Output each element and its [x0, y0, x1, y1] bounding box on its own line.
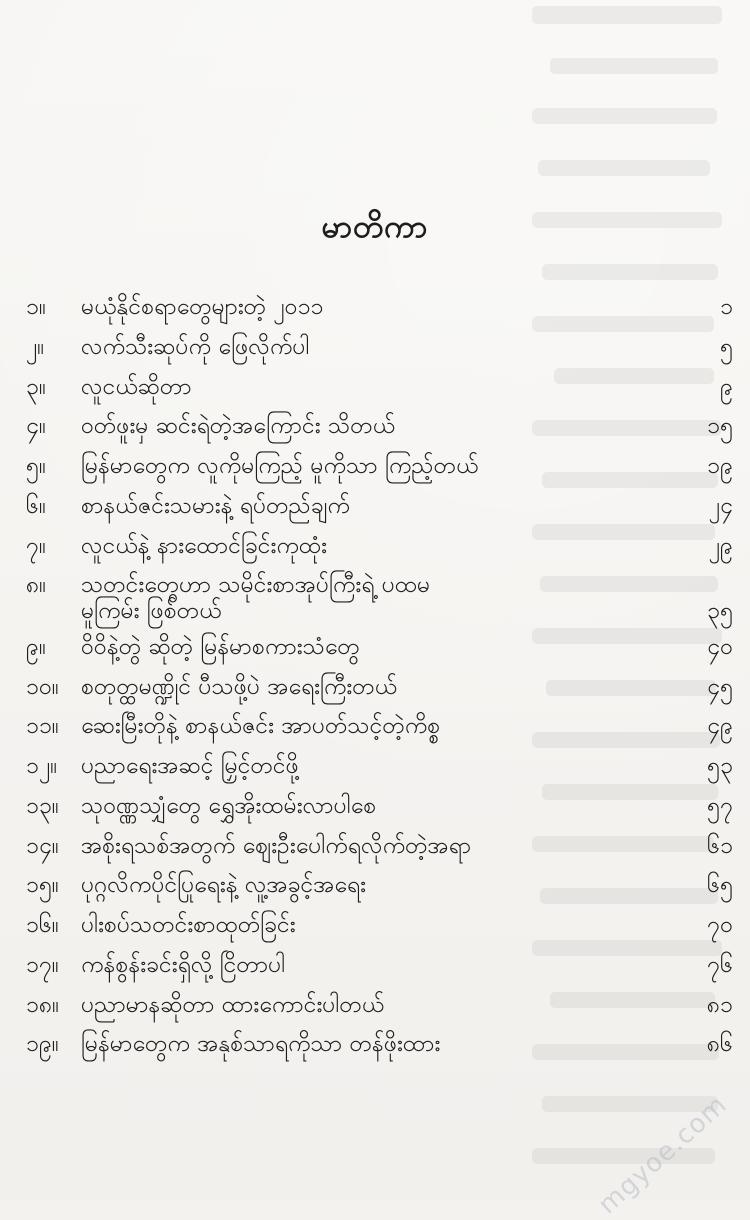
entry-title: လက်သီးဆုပ်ကို ဖြေလိုက်ပါ: [81, 333, 310, 360]
page-number: ၄၀: [707, 633, 733, 660]
table-of-contents: [26, 295, 733, 1072]
page-number: ၇၀: [707, 912, 733, 938]
page-number: ၁၉: [707, 453, 733, 479]
toc-entry[interactable]: [26, 993, 733, 1019]
entry-number: ၁၃။: [26, 792, 59, 819]
entry-number: ၁၁။: [26, 713, 59, 740]
toc-entry[interactable]: [26, 1032, 733, 1058]
toc-entry[interactable]: [26, 953, 733, 979]
page-number: ၅: [720, 333, 733, 360]
site-watermark: mgyoe.com: [592, 1089, 734, 1220]
toc-entry[interactable]: [26, 714, 733, 740]
entry-title: လူငယ်ဆိုတာ: [81, 373, 192, 400]
toc-entry[interactable]: [26, 494, 733, 520]
toc-entry[interactable]: [26, 573, 733, 625]
entry-number: ၉။: [26, 633, 46, 660]
page-title: မာတိကာ: [321, 209, 429, 245]
entry-number: ၁၂။: [26, 753, 58, 779]
page-number: ၃၅: [707, 598, 733, 624]
entry-title: မယုံနိုင်စရာတွေများတဲ့ ၂၀၁၁: [81, 294, 324, 320]
entry-number: ၁၉။: [26, 1031, 59, 1058]
toc-entry[interactable]: [26, 675, 733, 701]
toc-entry[interactable]: [26, 534, 733, 560]
toc-entry[interactable]: [26, 375, 733, 401]
entry-title: ကန်စွန်းခင်းရှိလို့ ငြိတာပါ: [81, 951, 286, 978]
entry-number: ၆။: [26, 492, 46, 519]
entry-number: ၁။: [26, 294, 46, 320]
page-number: ၅၇: [707, 792, 733, 819]
entry-title: သတင်းတွေဟာ သမိုင်းစာအုပ်ကြီးရဲ့ ပထမ မူကြမ်း ဖြစ်တယ်: [81, 572, 431, 624]
entry-number: ၄။: [26, 413, 46, 440]
entry-title: စာနယ်ဇင်းသမားနဲ့ ရပ်တည်ချက်: [81, 492, 350, 519]
page-number: ၈၁: [706, 991, 733, 1018]
toc-entry[interactable]: [26, 794, 733, 820]
toc-entry[interactable]: [26, 834, 733, 860]
page-number: ၈၆: [706, 1031, 733, 1058]
entry-number: ၁၆။: [26, 912, 59, 938]
page-number: ၆၁: [707, 832, 733, 859]
entry-number: ၁၄။: [26, 832, 59, 859]
page-number: ၉: [720, 373, 733, 400]
entry-title: ပါးစပ်သတင်းစာထုတ်ခြင်း: [81, 912, 296, 938]
entry-title: လူငယ်နဲ့ နားထောင်ခြင်းကုထုံး: [81, 532, 327, 559]
entry-title: ပညာရေးအဆင့် မြှင့်တင်ဖို့: [81, 753, 299, 779]
entry-number: ၈။: [26, 572, 47, 599]
entry-number: ၃။: [26, 373, 46, 400]
page-number: ၁၅: [707, 413, 733, 440]
page-number: ၂၄: [708, 492, 733, 519]
entry-number: ၁၈။: [26, 991, 60, 1018]
entry-number: ၁၀။: [26, 673, 59, 700]
toc-entry[interactable]: [26, 295, 733, 321]
entry-title: ပညာမာနဆိုတာ ထားကောင်းပါတယ်: [81, 991, 385, 1018]
toc-entry[interactable]: [26, 913, 733, 939]
entry-title: မြန်မာတွေက အနုစ်သာရကိုသာ တန်ဖိုးထား: [81, 1031, 441, 1058]
page-number: ၆၅: [707, 872, 733, 899]
page-number: ၅၃: [707, 753, 733, 779]
entry-title: မြန်မာတွေက လူကိုမကြည့် မူကိုသာ ကြည့်တယ်: [81, 453, 479, 479]
toc-entry[interactable]: [26, 335, 733, 361]
entry-number: ၅။: [26, 453, 46, 479]
entry-number: ၁၇။: [26, 951, 59, 978]
entry-number: ၇။: [26, 532, 46, 559]
toc-entry[interactable]: [26, 873, 733, 899]
toc-entry[interactable]: [26, 754, 733, 780]
entry-title: စတုတ္ထမဏ္ဍိုင် ပီသဖို့ပဲ အရေးကြီးတယ်: [81, 673, 397, 700]
entry-title: သုဝဏ္ဏသျှံတွေ ရွှေအိုးထမ်းလာပါစေ: [81, 792, 377, 819]
entry-title: ပုဂ္ဂလိကပိုင်ပြုရေးနဲ့ လူ့အခွင့်အရေး: [81, 872, 366, 899]
entry-title: ဝိဝိနဲ့တွဲ ဆိုတဲ့ မြန်မာစကားသံတွေ: [81, 633, 360, 660]
entry-number: ၁၅။: [26, 872, 59, 899]
page-number: ၇၆: [707, 951, 733, 978]
entry-title: အစိုးရသစ်အတွက် ဈေးဦးပေါက်ရလိုက်တဲ့အရာ: [81, 832, 472, 859]
toc-entry[interactable]: [26, 454, 733, 480]
page-number: ၄၅: [707, 673, 733, 700]
page-number: ၂၉: [708, 532, 733, 559]
entry-title: ဝတ်ဖူးမှ ဆင်းရဲတဲ့အကြောင်း သိတယ်: [81, 413, 395, 440]
entry-number: ၂။: [26, 333, 45, 360]
entry-title: ဆေးမြီးတိုနဲ့ စာနယ်ဇင်း အာပတ်သင့်တဲ့ကိစ္စ: [81, 713, 441, 740]
toc-entry[interactable]: [26, 414, 733, 440]
toc-entry[interactable]: [26, 635, 733, 661]
page-number: ၁: [720, 294, 733, 320]
page-number: ၄၉: [707, 713, 733, 740]
